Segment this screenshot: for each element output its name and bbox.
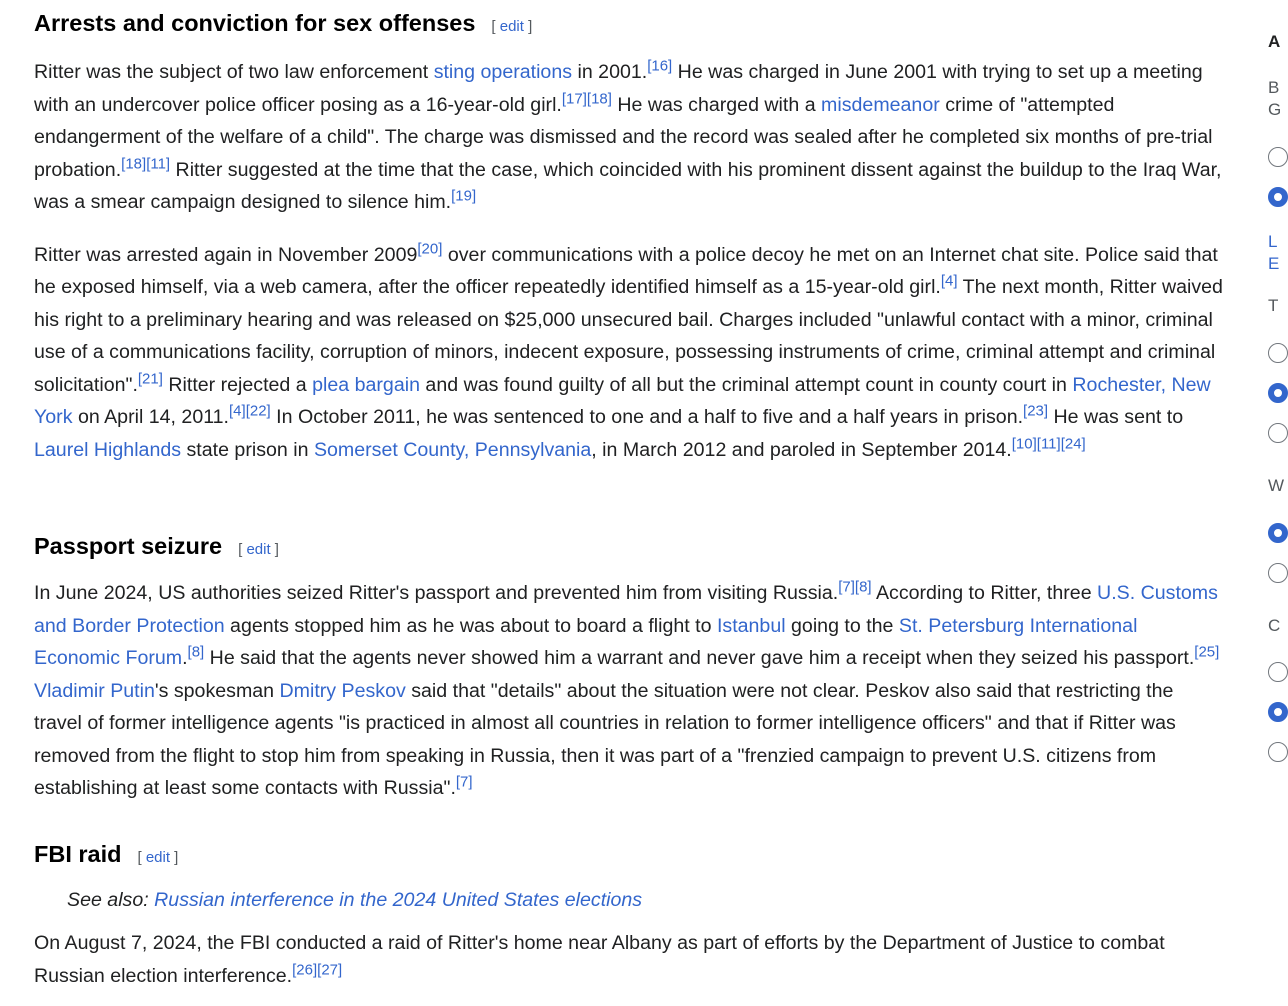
section-arrests <box>34 8 1224 466</box>
citation-link[interactable]: [19] <box>451 187 477 205</box>
hatnote-prefix: See also: <box>67 889 155 911</box>
citation-link[interactable]: [20] <box>417 239 443 257</box>
hatnote-link[interactable]: Russian interference in the 2024 United States elections <box>154 889 643 911</box>
wiki-link[interactable]: sting operations <box>433 61 573 83</box>
radio-option[interactable] <box>1268 423 1288 443</box>
paragraph: On August 7, 2024, the FBI conducted a raid of Ritter's home near Albany as part of efforts by the Department of Justice to combat Russian election interference.[26][27] <box>34 932 1165 987</box>
wiki-link[interactable]: plea bargain <box>312 373 420 396</box>
citation-link[interactable]: [27] <box>317 960 343 978</box>
paragraph: In June 2024, US authorities seized Ritter's passport and prevented him from visiting Russia.[7][8] According to Ritter, three U.S. Customs and Border Protection agents stopped him as he was about to board a flight to Istanbul going to the St. Petersburg International Economic Forum.[8] He said that the agents never showed him a warrant and never gave him a receipt when they seized his passport.[25] Vladimir Putin's spokesman Dmitry Peskov said that "details" about the situation were not clear. Peskov also said that restricting the travel of former intelligence agents "is practiced in almost all countries in relation to former intelligence officers" and that if Ritter was removed from the flight to stop him from speaking in Russia, then it was part of a "frenzied campaign to prevent U.S. citizens from establishing at least some contacts with Russia".[7] <box>34 578 1220 799</box>
edit-link[interactable]: edit <box>499 18 524 35</box>
citation-link[interactable]: [18] <box>586 89 612 107</box>
hatnote <box>67 885 1224 915</box>
radio-option[interactable] <box>1268 563 1288 583</box>
reference <box>188 643 205 660</box>
citation-link[interactable]: [22] <box>245 402 271 420</box>
section-passport-seizure <box>34 531 1224 805</box>
radio-option[interactable] <box>1268 147 1288 167</box>
citation-link[interactable]: [11] <box>1036 434 1061 452</box>
side-panel-label: E <box>1268 254 1280 273</box>
wiki-link[interactable]: Dmitry Peskov <box>279 679 406 702</box>
citation-link[interactable]: [10] <box>1011 434 1037 452</box>
reference <box>647 57 672 74</box>
radio-option[interactable] <box>1268 662 1288 682</box>
side-panel-label: B <box>1268 78 1280 97</box>
section-fbi-raid <box>34 839 1224 992</box>
reference <box>456 773 473 790</box>
radio-option[interactable] <box>1268 343 1288 363</box>
reference <box>838 578 871 595</box>
side-panel-label: L <box>1268 232 1278 251</box>
wiki-link[interactable]: Vladimir Putin <box>34 679 155 702</box>
citation-link[interactable]: [18] <box>121 154 147 172</box>
edit-section-link[interactable]: [ edit ] <box>491 18 533 35</box>
wiki-link[interactable]: Laurel Highlands <box>34 438 182 461</box>
paragraph: Ritter was the subject of two law enforcement sting operations in 2001.[16] He was charged in June 2001 with trying to set up a meeting with an undercover police officer posing as a 16-year-old girl.[17][18] He was charged with a misdemeanor crime of "attempted endangerment of the welfare of a child". The charge was dismissed and the record was sealed after he completed six months of pre-trial probation.[18][11] Ritter suggested at the time that the case, which coincided with his prominent dissent against the buildup to the Iraq War, was a smear campaign designed to silence him.[19] <box>34 57 1222 213</box>
radio-option[interactable] <box>1268 523 1288 543</box>
citation-link[interactable]: [7] <box>455 773 473 791</box>
wiki-link[interactable]: St. Petersburg International Economic Forum <box>34 614 1138 669</box>
edit-section-link[interactable]: [ edit ] <box>137 849 179 866</box>
reference <box>1194 643 1219 660</box>
citation-link[interactable]: [17] <box>561 89 587 107</box>
citation-link[interactable]: [16] <box>647 57 673 75</box>
paragraph: Ritter was arrested again in November 2009[20] over communications with a police decoy he met on an Internet chat site. Police said that he exposed himself, via a web camera, after the officer repeatedly identified himself as a 15-year-old girl.[4] The next month, Ritter waived his right to a preliminary hearing and was released on $25,000 unsecured bail. Charges included "unlawful contact with a minor, criminal use of a communications facility, corruption of minors, indecent exposure, possessing instruments of crime, criminal attempt and criminal solicitation".[21] Ritter rejected a plea bargain and was found guilty of all but the criminal attempt count in county court in Rochester, New York on April 14, 2011.[4][22] In October 2011, he was sentenced to one and a half to five and a half years in prison.[23] He was sent to Laurel Highlands state prison in Somerset County, Pennsylvania, in March 2012 and paroled in September 2014.[10][11][24] <box>34 239 1223 461</box>
citation-link[interactable]: [4] <box>229 402 246 420</box>
wiki-link[interactable]: Istanbul <box>716 614 786 637</box>
citation-link[interactable]: [4] <box>940 272 958 290</box>
side-panel-label: A <box>1268 32 1281 51</box>
citation-link[interactable]: [23] <box>1023 402 1049 420</box>
reference <box>562 90 612 107</box>
reference <box>1012 435 1086 452</box>
heading-title: Passport seizure <box>34 533 223 559</box>
reference <box>941 272 958 289</box>
reference <box>1023 402 1048 419</box>
reference <box>292 961 342 978</box>
citation-link[interactable]: [21] <box>137 369 163 387</box>
side-panel-label: G <box>1268 100 1282 119</box>
citation-link[interactable]: [8] <box>187 643 205 661</box>
side-panel-label: W <box>1268 476 1285 495</box>
side-panel-label: T <box>1268 296 1279 315</box>
citation-link[interactable]: [24] <box>1060 434 1086 452</box>
wiki-link[interactable]: Somerset County, Pennsylvania <box>313 438 592 461</box>
section-heading <box>34 531 1224 565</box>
radio-option[interactable] <box>1268 187 1288 207</box>
reference <box>451 187 476 204</box>
wiki-link[interactable]: Rochester, New York <box>34 373 1211 428</box>
reference <box>417 240 442 257</box>
radio-option[interactable] <box>1268 742 1288 762</box>
heading-title: FBI raid <box>34 841 122 867</box>
heading-title: Arrests and conviction for sex offenses <box>34 10 476 36</box>
citation-link[interactable]: [8] <box>854 578 872 596</box>
citation-link[interactable]: [26] <box>292 960 318 978</box>
edit-link[interactable]: edit <box>145 849 171 866</box>
reference <box>138 370 163 387</box>
edit-section-link[interactable]: [ edit ] <box>238 541 279 558</box>
section-heading <box>34 8 1224 42</box>
citation-link[interactable]: [7] <box>838 578 855 596</box>
citation-link[interactable]: [11] <box>146 154 171 172</box>
citation-link[interactable]: [25] <box>1194 643 1220 661</box>
side-panel-label: C <box>1268 616 1281 635</box>
wiki-link[interactable]: U.S. Customs and Border Protection <box>34 582 1218 637</box>
wiki-link[interactable]: misdemeanor <box>821 93 940 116</box>
radio-option[interactable] <box>1268 702 1288 722</box>
edit-link[interactable]: edit <box>246 541 271 558</box>
reference <box>229 402 271 419</box>
section-heading <box>34 839 1224 873</box>
reference <box>121 155 170 172</box>
radio-option[interactable] <box>1268 383 1288 403</box>
